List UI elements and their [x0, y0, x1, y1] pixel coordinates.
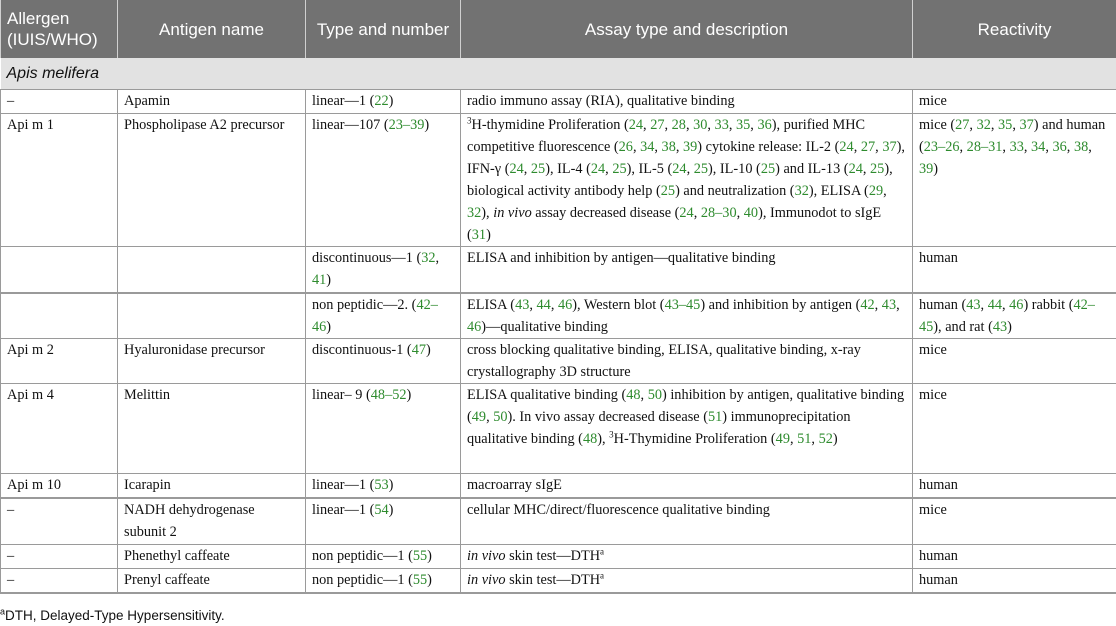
reference-link[interactable]: 36 [1052, 139, 1067, 155]
reference-link[interactable]: 44 [987, 297, 1002, 313]
assay-cell: cellular MHC/direct/fluorescence qualitative binding [461, 498, 913, 545]
reference-link[interactable]: 54 [374, 502, 389, 518]
reactivity-cell: human (43, 44, 46) rabbit (42–45), and rat (43) [913, 293, 1116, 339]
reference-link[interactable]: 55 [412, 548, 428, 564]
reference-link[interactable]: 28 [671, 117, 686, 133]
reference-link[interactable]: 33 [714, 117, 729, 133]
reference-link[interactable]: 25 [612, 161, 627, 177]
antigen-cell [118, 293, 306, 339]
reference-link[interactable]: 46 [467, 319, 482, 335]
reference-link[interactable]: 48–52 [370, 387, 407, 403]
reference-link[interactable]: 27 [860, 139, 876, 155]
reference-link[interactable]: 22 [374, 93, 389, 109]
reference-link[interactable]: 43 [515, 297, 530, 313]
reactivity-cell: mice (27, 32, 35, 37) and human (23–26, 28–31, 33, 34, 36, 38, 39) [913, 114, 1116, 247]
table-row [1, 384, 1116, 474]
type-cell: linear—1 (53) [306, 474, 461, 499]
header-antigen: Antigen name [118, 0, 306, 58]
allergen-cell [1, 293, 118, 339]
reference-link[interactable]: 39 [683, 139, 698, 155]
reference-link[interactable]: 48 [582, 431, 598, 447]
allergen-cell: – [1, 569, 118, 594]
type-cell: linear– 9 (48–52) [306, 384, 461, 474]
type-cell: linear—1 (22) [306, 90, 461, 114]
reference-link[interactable]: 43 [881, 297, 897, 313]
reference-link[interactable]: 27 [650, 117, 665, 133]
reference-link[interactable]: 53 [374, 477, 389, 493]
table-row [1, 498, 1116, 545]
reference-link[interactable]: 24 [839, 139, 854, 155]
assay-cell: ELISA qualitative binding (48, 50) inhibition by antigen, qualitative binding (49, 50). In vivo assay decreased disease (51) immunoprecipitation qualitative binding (48), $^3$H-Thymidine Proliferation (49, 51, 52) [461, 384, 913, 474]
allergen-cell [1, 247, 118, 294]
reference-link[interactable]: 25 [660, 183, 676, 199]
reference-link[interactable]: 37 [882, 139, 897, 155]
reactivity-cell: mice [913, 339, 1116, 384]
reference-link[interactable]: 43 [966, 297, 981, 313]
header-row [1, 0, 1116, 58]
antigen-cell: Phospholipase A2 precursor [118, 114, 306, 247]
reference-link[interactable]: 28–30 [700, 205, 737, 221]
table-row [1, 90, 1116, 114]
type-cell: linear—1 (54) [306, 498, 461, 545]
reference-link[interactable]: 42–45 [919, 297, 1095, 335]
reference-link[interactable]: 33 [1009, 139, 1024, 155]
assay-cell: in vivo skin test—DTH$^a$ [461, 569, 913, 594]
table-row [1, 545, 1116, 569]
assay-cell: ELISA (43, 44, 46), Western blot (43–45) and inhibition by antigen (42, 43, 46)—qualitative binding [461, 293, 913, 339]
assay-cell: in vivo skin test—DTH$^a$ [461, 545, 913, 569]
reference-link[interactable]: 51 [797, 431, 812, 447]
reference-link[interactable]: 51 [708, 409, 723, 425]
reference-link[interactable]: 25 [870, 161, 885, 177]
reference-link[interactable]: 24 [672, 161, 687, 177]
reference-link[interactable]: 24 [679, 205, 694, 221]
reference-link[interactable]: 38 [1073, 139, 1089, 155]
reactivity-cell: human [913, 545, 1116, 569]
reference-link[interactable]: 37 [1019, 117, 1034, 133]
allergen-cell: Api m 10 [1, 474, 118, 499]
reference-link[interactable]: 41 [312, 272, 327, 288]
reference-link[interactable]: 36 [757, 117, 772, 133]
reference-link[interactable]: 23–39 [388, 117, 425, 133]
reference-link[interactable]: 39 [919, 161, 934, 177]
reference-link[interactable]: 24 [628, 117, 644, 133]
reactivity-cell: human [913, 474, 1116, 499]
allergen-cell: – [1, 498, 118, 545]
reference-link[interactable]: 52 [818, 431, 833, 447]
reference-link[interactable]: 43–45 [664, 297, 701, 313]
reference-link[interactable]: 32 [976, 117, 991, 133]
antigen-cell: Icarapin [118, 474, 306, 499]
reference-link[interactable]: 25 [760, 161, 776, 177]
assay-cell: macroarray sIgE [461, 474, 913, 499]
assay-cell: $^3$H-thymidine Proliferation (24, 27, 28, 30, 33, 35, 36), purified MHC competitive fluorescence (26, 34, 38, 39) cytokine release: IL-2 (24, 27, 37), IFN-γ (24, 25), IL-4 (24, 25), IL-5 (24, 25), IL-10 (25) and IL-13 (24, 25), biological activity antibody help (25) and neutralization (32), ELISA (29, 32), in vivo assay decreased disease (24, 28–30, 40), Immunodot to sIgE (31) [461, 114, 913, 247]
reference-link[interactable]: 47 [411, 342, 426, 358]
reference-link[interactable]: 50 [493, 409, 508, 425]
reactivity-cell: human [913, 247, 1116, 294]
reference-link[interactable]: 27 [955, 117, 970, 133]
allergen-cell: Api m 2 [1, 339, 118, 384]
reference-link[interactable]: 55 [412, 572, 428, 588]
type-cell: discontinuous-1 (47) [306, 339, 461, 384]
antigen-cell: Prenyl caffeate [118, 569, 306, 594]
antigen-cell: Apamin [118, 90, 306, 114]
table-footnote: $^a$DTH, Delayed-Type Hypersensitivity. [0, 606, 225, 623]
header-reactivity: Reactivity [913, 0, 1116, 58]
assay-cell: radio immuno assay (RIA), qualitative binding [461, 90, 913, 114]
reference-link[interactable]: 30 [693, 117, 708, 133]
reference-link[interactable]: 50 [647, 387, 662, 403]
reference-link[interactable]: 24 [848, 161, 863, 177]
reference-link[interactable]: 35 [998, 117, 1013, 133]
reference-link[interactable]: 43 [992, 319, 1008, 335]
type-cell: non peptidic—2. (42–46) [306, 293, 461, 339]
reference-link[interactable]: 28–31 [966, 139, 1003, 155]
reference-link[interactable]: 29 [868, 183, 884, 199]
table-row [1, 293, 1116, 339]
reference-link[interactable]: 40 [743, 205, 759, 221]
reference-link[interactable]: 46 [557, 297, 573, 313]
reference-link[interactable]: 24 [590, 161, 606, 177]
reference-link[interactable]: 23–26 [923, 139, 960, 155]
table-row [1, 569, 1116, 594]
reference-link[interactable]: 49 [775, 431, 790, 447]
reference-link[interactable]: 32 [421, 250, 436, 266]
reference-link[interactable]: 42–46 [312, 297, 438, 335]
assay-cell: cross blocking qualitative binding, ELISA, qualitative binding, x-ray crystallography 3D structure [461, 339, 913, 384]
section-row [1, 58, 1116, 90]
reference-link[interactable]: 35 [736, 117, 751, 133]
reference-link[interactable]: 26 [618, 139, 633, 155]
reference-link[interactable]: 44 [536, 297, 551, 313]
reactivity-cell: mice [913, 498, 1116, 545]
assay-cell: ELISA and inhibition by antigen—qualitative binding [461, 247, 913, 294]
reference-link[interactable]: 24 [509, 161, 524, 177]
allergen-cell: – [1, 545, 118, 569]
reference-link[interactable]: 49 [471, 409, 487, 425]
antigen-cell: Phenethyl caffeate [118, 545, 306, 569]
reference-link[interactable]: 31 [471, 227, 487, 243]
reference-link[interactable]: 34 [640, 139, 655, 155]
reactivity-cell: mice [913, 384, 1116, 474]
table-row [1, 114, 1116, 247]
allergen-cell: Api m 1 [1, 114, 118, 247]
allergen-cell: Api m 4 [1, 384, 118, 474]
table-row [1, 247, 1116, 294]
header-allergen: Allergen (IUIS/WHO) [1, 0, 118, 58]
reference-link[interactable]: 25 [530, 161, 546, 177]
reference-link[interactable]: 32 [467, 205, 482, 221]
reference-link[interactable]: 32 [794, 183, 809, 199]
header-assay: Assay type and description [461, 0, 913, 58]
reference-link[interactable]: 34 [1031, 139, 1046, 155]
antigen-cell: Hyaluronidase precursor [118, 339, 306, 384]
header-type: Type and number [306, 0, 461, 58]
table-row [1, 474, 1116, 499]
reference-link[interactable]: 46 [1009, 297, 1024, 313]
type-cell: linear—107 (23–39) [306, 114, 461, 247]
antigen-cell [118, 247, 306, 294]
table-row [1, 339, 1116, 384]
reference-link[interactable]: 25 [693, 161, 709, 177]
reactivity-cell: mice [913, 90, 1116, 114]
type-cell: non peptidic—1 (55) [306, 545, 461, 569]
type-cell: discontinuous—1 (32, 41) [306, 247, 461, 294]
antigen-cell: Melittin [118, 384, 306, 474]
allergen-cell: – [1, 90, 118, 114]
section-title: Apis melifera [1, 58, 1116, 90]
reference-link[interactable]: 38 [661, 139, 676, 155]
type-cell: non peptidic—1 (55) [306, 569, 461, 594]
reactivity-cell: human [913, 569, 1116, 594]
reference-link[interactable]: 48 [626, 387, 641, 403]
antigen-cell: NADH dehydrogenase subunit 2 [118, 498, 306, 545]
reference-link[interactable]: 42 [860, 297, 875, 313]
